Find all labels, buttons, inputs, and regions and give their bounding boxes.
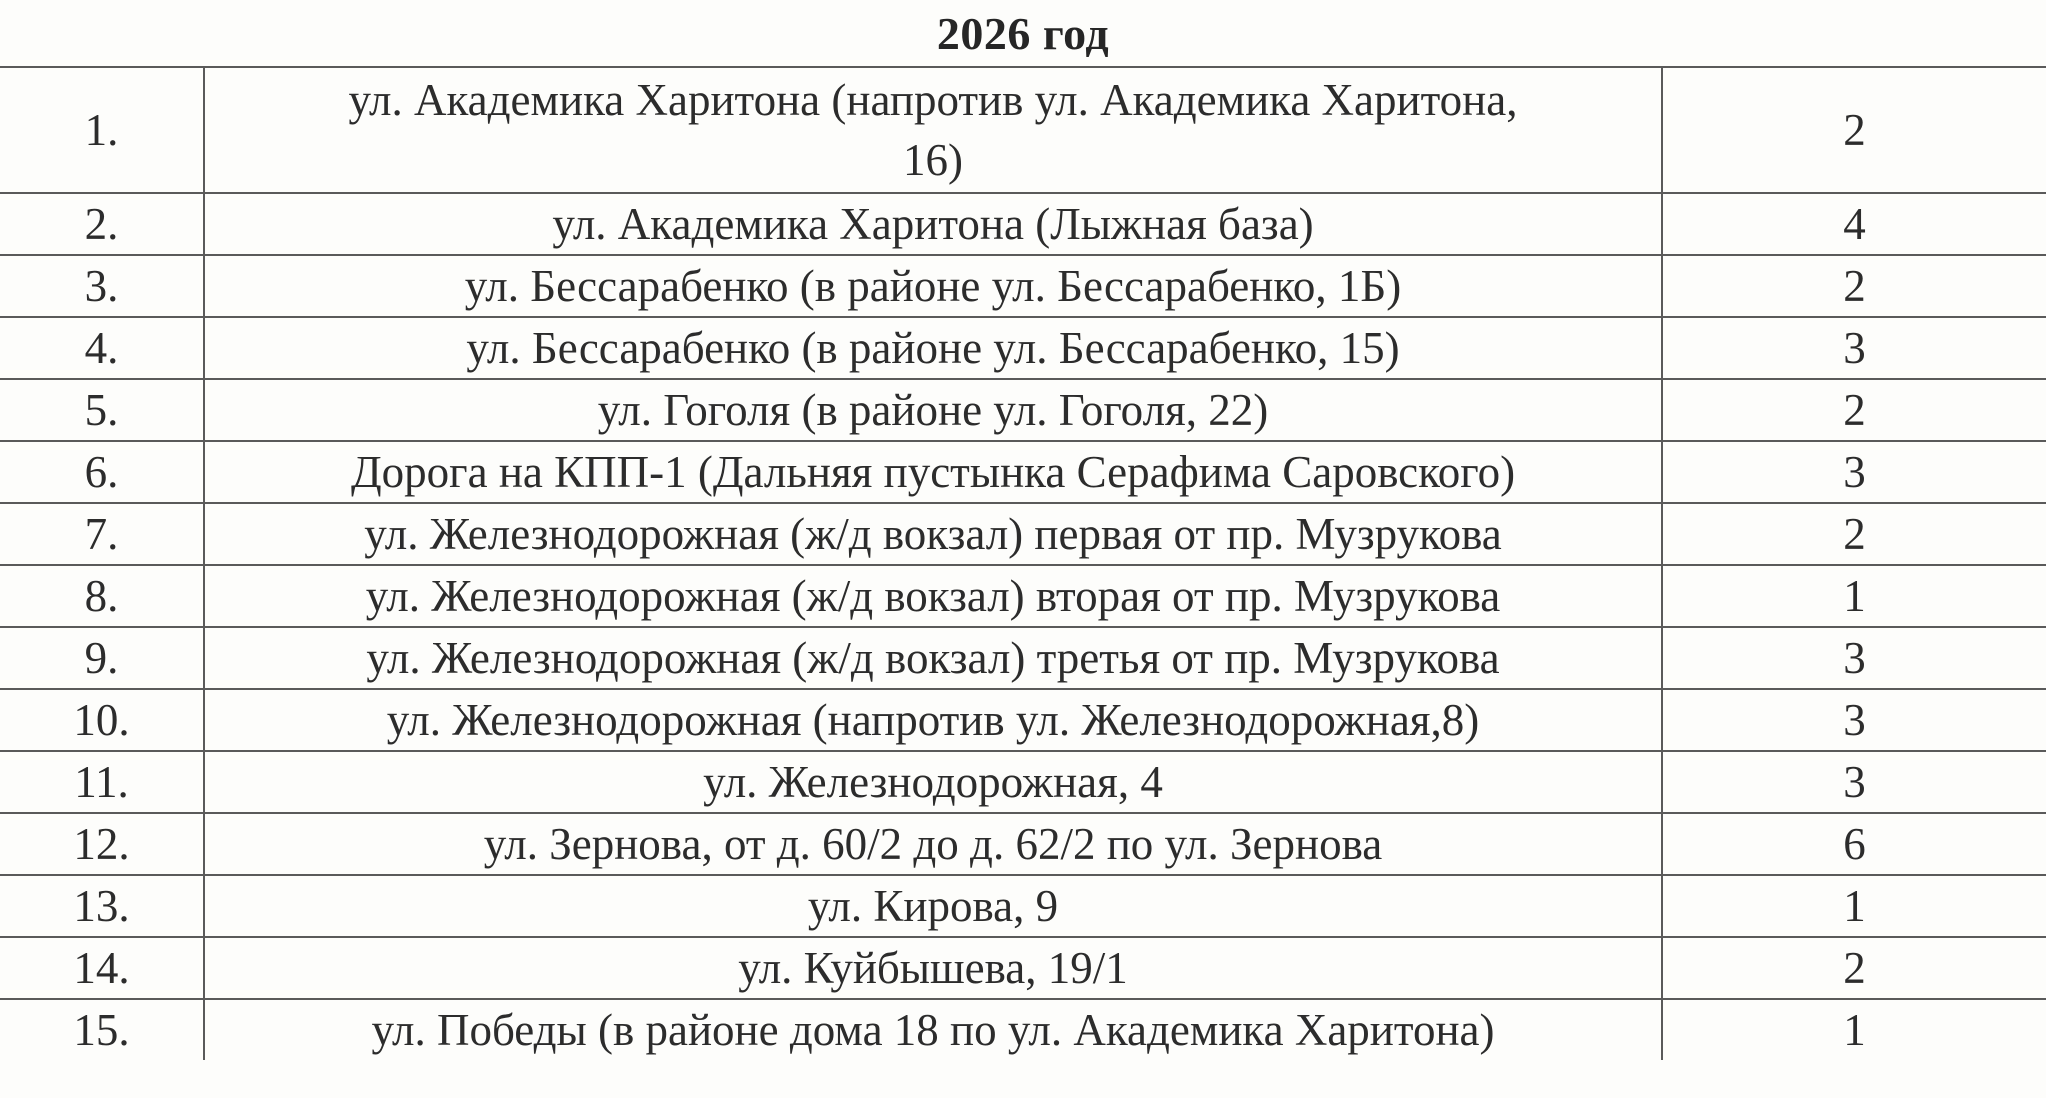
- address-table: [0, 66, 2046, 1060]
- table-row: [0, 689, 2046, 751]
- row-quantity: 2: [1662, 67, 2046, 193]
- row-address: ул. Железнодорожная (ж/д вокзал) вторая от пр. Музрукова: [204, 565, 1662, 627]
- row-address: ул. Академика Харитона (Лыжная база): [204, 193, 1662, 255]
- table-row: [0, 193, 2046, 255]
- row-quantity: 1: [1662, 999, 2046, 1060]
- row-address: Дорога на КПП-1 (Дальняя пустынка Серафима Саровского): [204, 441, 1662, 503]
- row-number: 9.: [0, 627, 204, 689]
- table-row: [0, 317, 2046, 379]
- row-address: ул. Железнодорожная, 4: [204, 751, 1662, 813]
- row-address-text: ул. Академика Харитона (напротив ул. Академика Харитона, 16): [348, 75, 1518, 185]
- table-row: [0, 999, 2046, 1060]
- row-quantity: 2: [1662, 937, 2046, 999]
- row-quantity: 2: [1662, 379, 2046, 441]
- row-number: 1.: [0, 67, 204, 193]
- row-quantity: 4: [1662, 193, 2046, 255]
- row-quantity: 1: [1662, 875, 2046, 937]
- row-address: ул. Куйбышева, 19/1: [204, 937, 1662, 999]
- row-address: ул. Гоголя (в районе ул. Гоголя, 22): [204, 379, 1662, 441]
- table-body: [0, 67, 2046, 1060]
- row-address: ул. Бессарабенко (в районе ул. Бессарабенко, 1Б): [204, 255, 1662, 317]
- table-row: [0, 875, 2046, 937]
- row-number: 7.: [0, 503, 204, 565]
- row-quantity: 3: [1662, 627, 2046, 689]
- row-address: ул. Победы (в районе дома 18 по ул. Академика Харитона): [204, 999, 1662, 1060]
- row-number: 2.: [0, 193, 204, 255]
- row-address: ул. Кирова, 9: [204, 875, 1662, 937]
- row-address: ул. Бессарабенко (в районе ул. Бессарабенко, 15): [204, 317, 1662, 379]
- row-number: 11.: [0, 751, 204, 813]
- row-quantity: 2: [1662, 255, 2046, 317]
- row-number: 6.: [0, 441, 204, 503]
- year-heading: 2026 год: [936, 7, 1110, 59]
- row-address: ул. Железнодорожная (напротив ул. Железнодорожная,8): [204, 689, 1662, 751]
- row-number: 14.: [0, 937, 204, 999]
- table-row: [0, 937, 2046, 999]
- row-number: 3.: [0, 255, 204, 317]
- row-number: 12.: [0, 813, 204, 875]
- table-row: [0, 813, 2046, 875]
- row-quantity: 3: [1662, 441, 2046, 503]
- table-row: [0, 627, 2046, 689]
- row-quantity: 3: [1662, 689, 2046, 751]
- table-row: [0, 67, 2046, 193]
- row-number: 4.: [0, 317, 204, 379]
- row-number: 15.: [0, 999, 204, 1060]
- row-quantity: 6: [1662, 813, 2046, 875]
- row-address: ул. Железнодорожная (ж/д вокзал) третья от пр. Музрукова: [204, 627, 1662, 689]
- row-address: [204, 67, 1662, 193]
- table-row: [0, 751, 2046, 813]
- row-address: ул. Зернова, от д. 60/2 до д. 62/2 по ул. Зернова: [204, 813, 1662, 875]
- table-row: [0, 565, 2046, 627]
- row-number: 8.: [0, 565, 204, 627]
- row-quantity: 1: [1662, 565, 2046, 627]
- row-number: 13.: [0, 875, 204, 937]
- row-address: ул. Железнодорожная (ж/д вокзал) первая от пр. Музрукова: [204, 503, 1662, 565]
- table-row: [0, 441, 2046, 503]
- row-quantity: 3: [1662, 317, 2046, 379]
- row-number: 5.: [0, 379, 204, 441]
- table-row: [0, 503, 2046, 565]
- row-quantity: 3: [1662, 751, 2046, 813]
- row-quantity: 2: [1662, 503, 2046, 565]
- table-row: [0, 255, 2046, 317]
- row-number: 10.: [0, 689, 204, 751]
- table-row: [0, 379, 2046, 441]
